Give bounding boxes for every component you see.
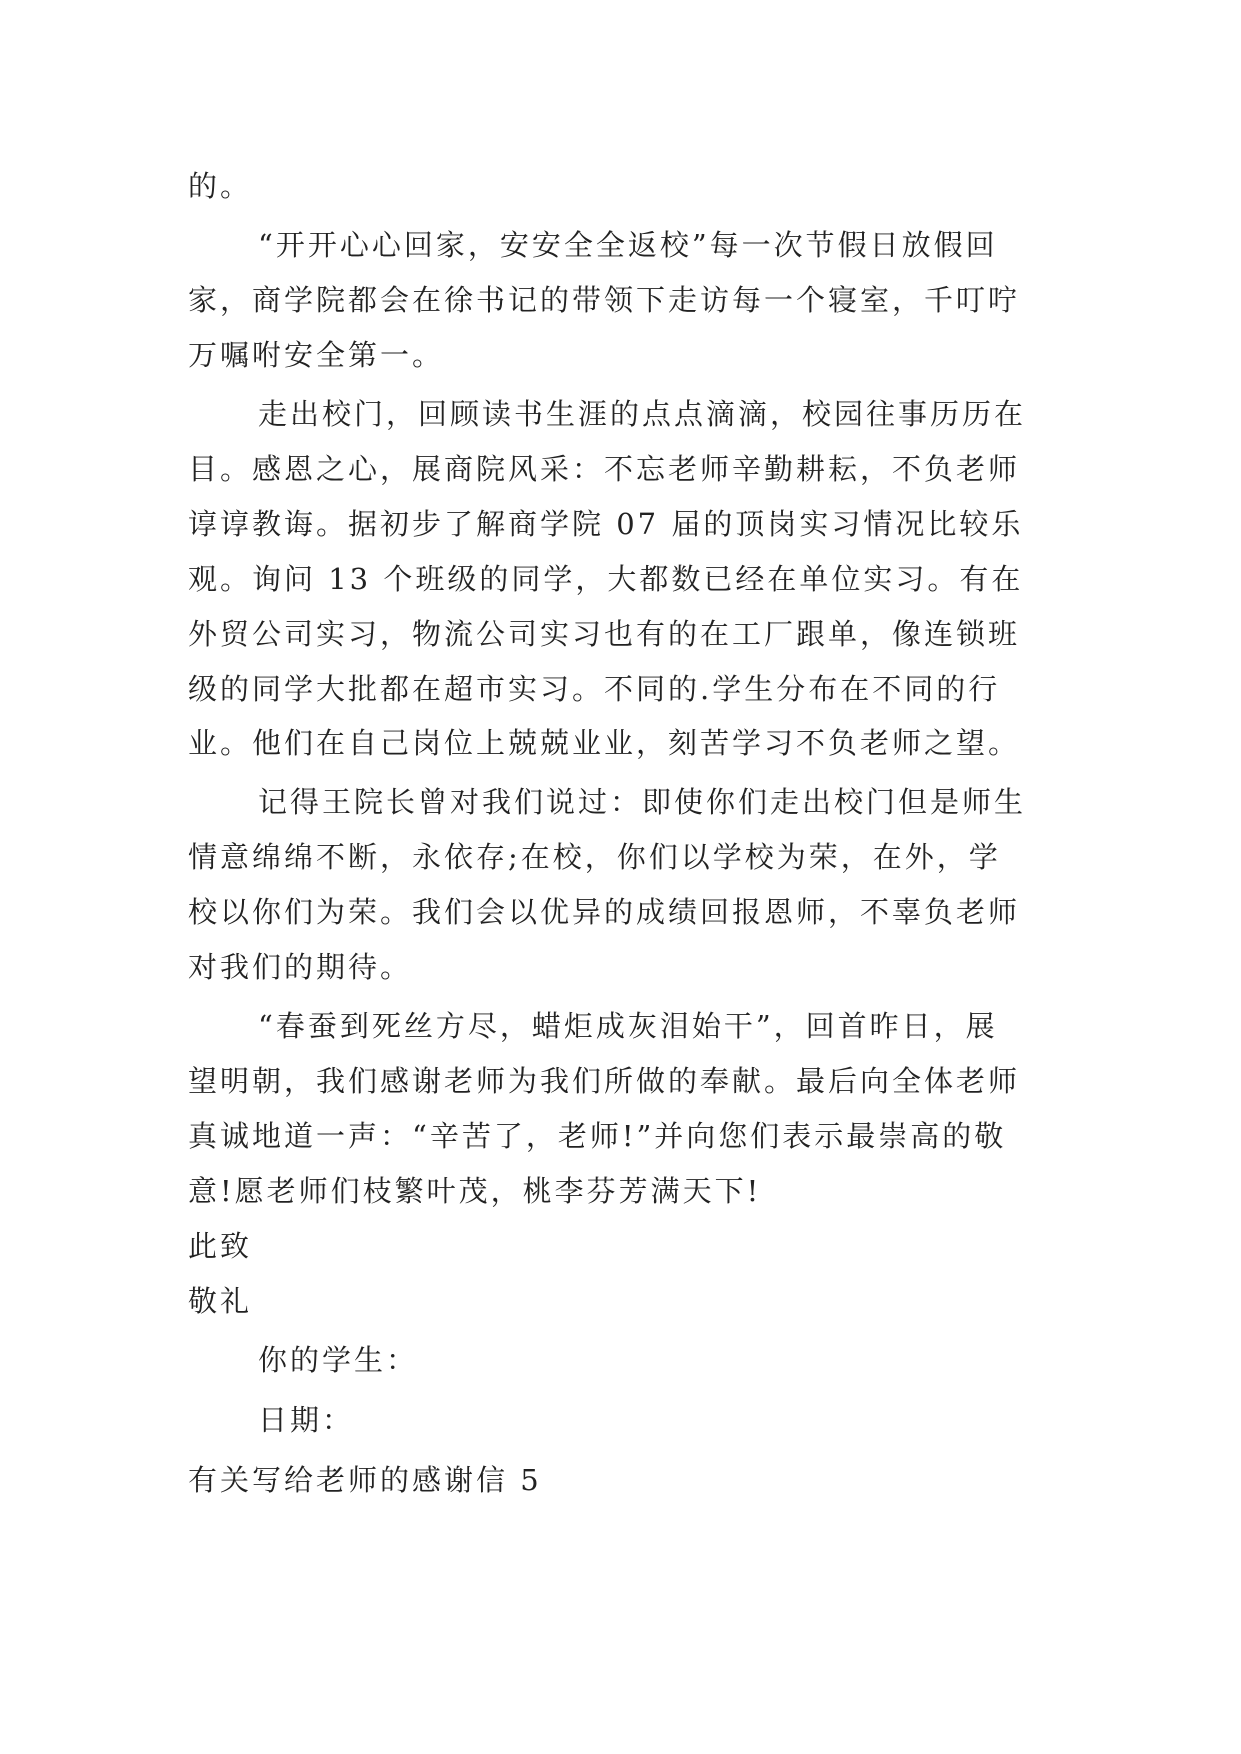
text-line: 业。他们在自己岗位上兢兢业业，刻苦学习不负老师之望。 bbox=[188, 726, 1021, 760]
text-line: 情意绵绵不断，永依存;在校，你们以学校为荣，在外，学 bbox=[188, 840, 1001, 874]
section-heading: 有关写给老师的感谢信 5 bbox=[188, 1463, 542, 1497]
text-line: 级的同学大批都在超市实习。不同的.学生分布在不同的行 bbox=[188, 672, 1001, 706]
date-line: 日期： bbox=[258, 1403, 355, 1437]
closing-regards: 敬礼 bbox=[188, 1284, 253, 1318]
text-line: 对我们的期待。 bbox=[188, 950, 413, 984]
paragraph-start-line: 走出校门，回顾读书生涯的点点滴滴，校园往事历历在 bbox=[258, 397, 1027, 431]
text-line: 家，商学院都会在徐书记的带领下走访每一个寝室，千叮咛 bbox=[188, 283, 1021, 317]
text-line: 万嘱咐安全第一。 bbox=[188, 338, 445, 372]
text-line: 目。感恩之心，展商院风采：不忘老师辛勤耕耘，不负老师 bbox=[188, 452, 1021, 486]
text-line: 的。 bbox=[188, 169, 253, 203]
text-line: 外贸公司实习，物流公司实习也有的在工厂跟单，像连锁班 bbox=[188, 617, 1021, 651]
signature-line: 你的学生： bbox=[258, 1343, 419, 1377]
text-line: 望明朝，我们感谢老师为我们所做的奉献。最后向全体老师 bbox=[188, 1064, 1021, 1098]
closing-salutation: 此致 bbox=[188, 1229, 253, 1263]
text-line: 观。询问 13 个班级的同学，大都数已经在单位实习。有在 bbox=[188, 562, 1024, 596]
text-line: 谆谆教诲。据初步了解商学院 07 届的顶岗实习情况比较乐 bbox=[188, 507, 1024, 541]
text-line: 校以你们为荣。我们会以优异的成绩回报恩师，不辜负老师 bbox=[188, 895, 1021, 929]
text-line: 意!愿老师们枝繁叶茂，桃李芬芳满天下! bbox=[188, 1174, 762, 1208]
paragraph-start-line: 记得王院长曾对我们说过：即使你们走出校门但是师生 bbox=[258, 785, 1027, 819]
paragraph-start-line: “开开心心回家，安安全全返校”每一次节假日放假回 bbox=[258, 228, 998, 262]
text-line: 真诚地道一声：“辛苦了，老师!”并向您们表示最崇高的敬 bbox=[188, 1119, 1007, 1153]
paragraph-start-line: “春蚕到死丝方尽，蜡炬成灰泪始干”，回首昨日，展 bbox=[258, 1009, 998, 1043]
